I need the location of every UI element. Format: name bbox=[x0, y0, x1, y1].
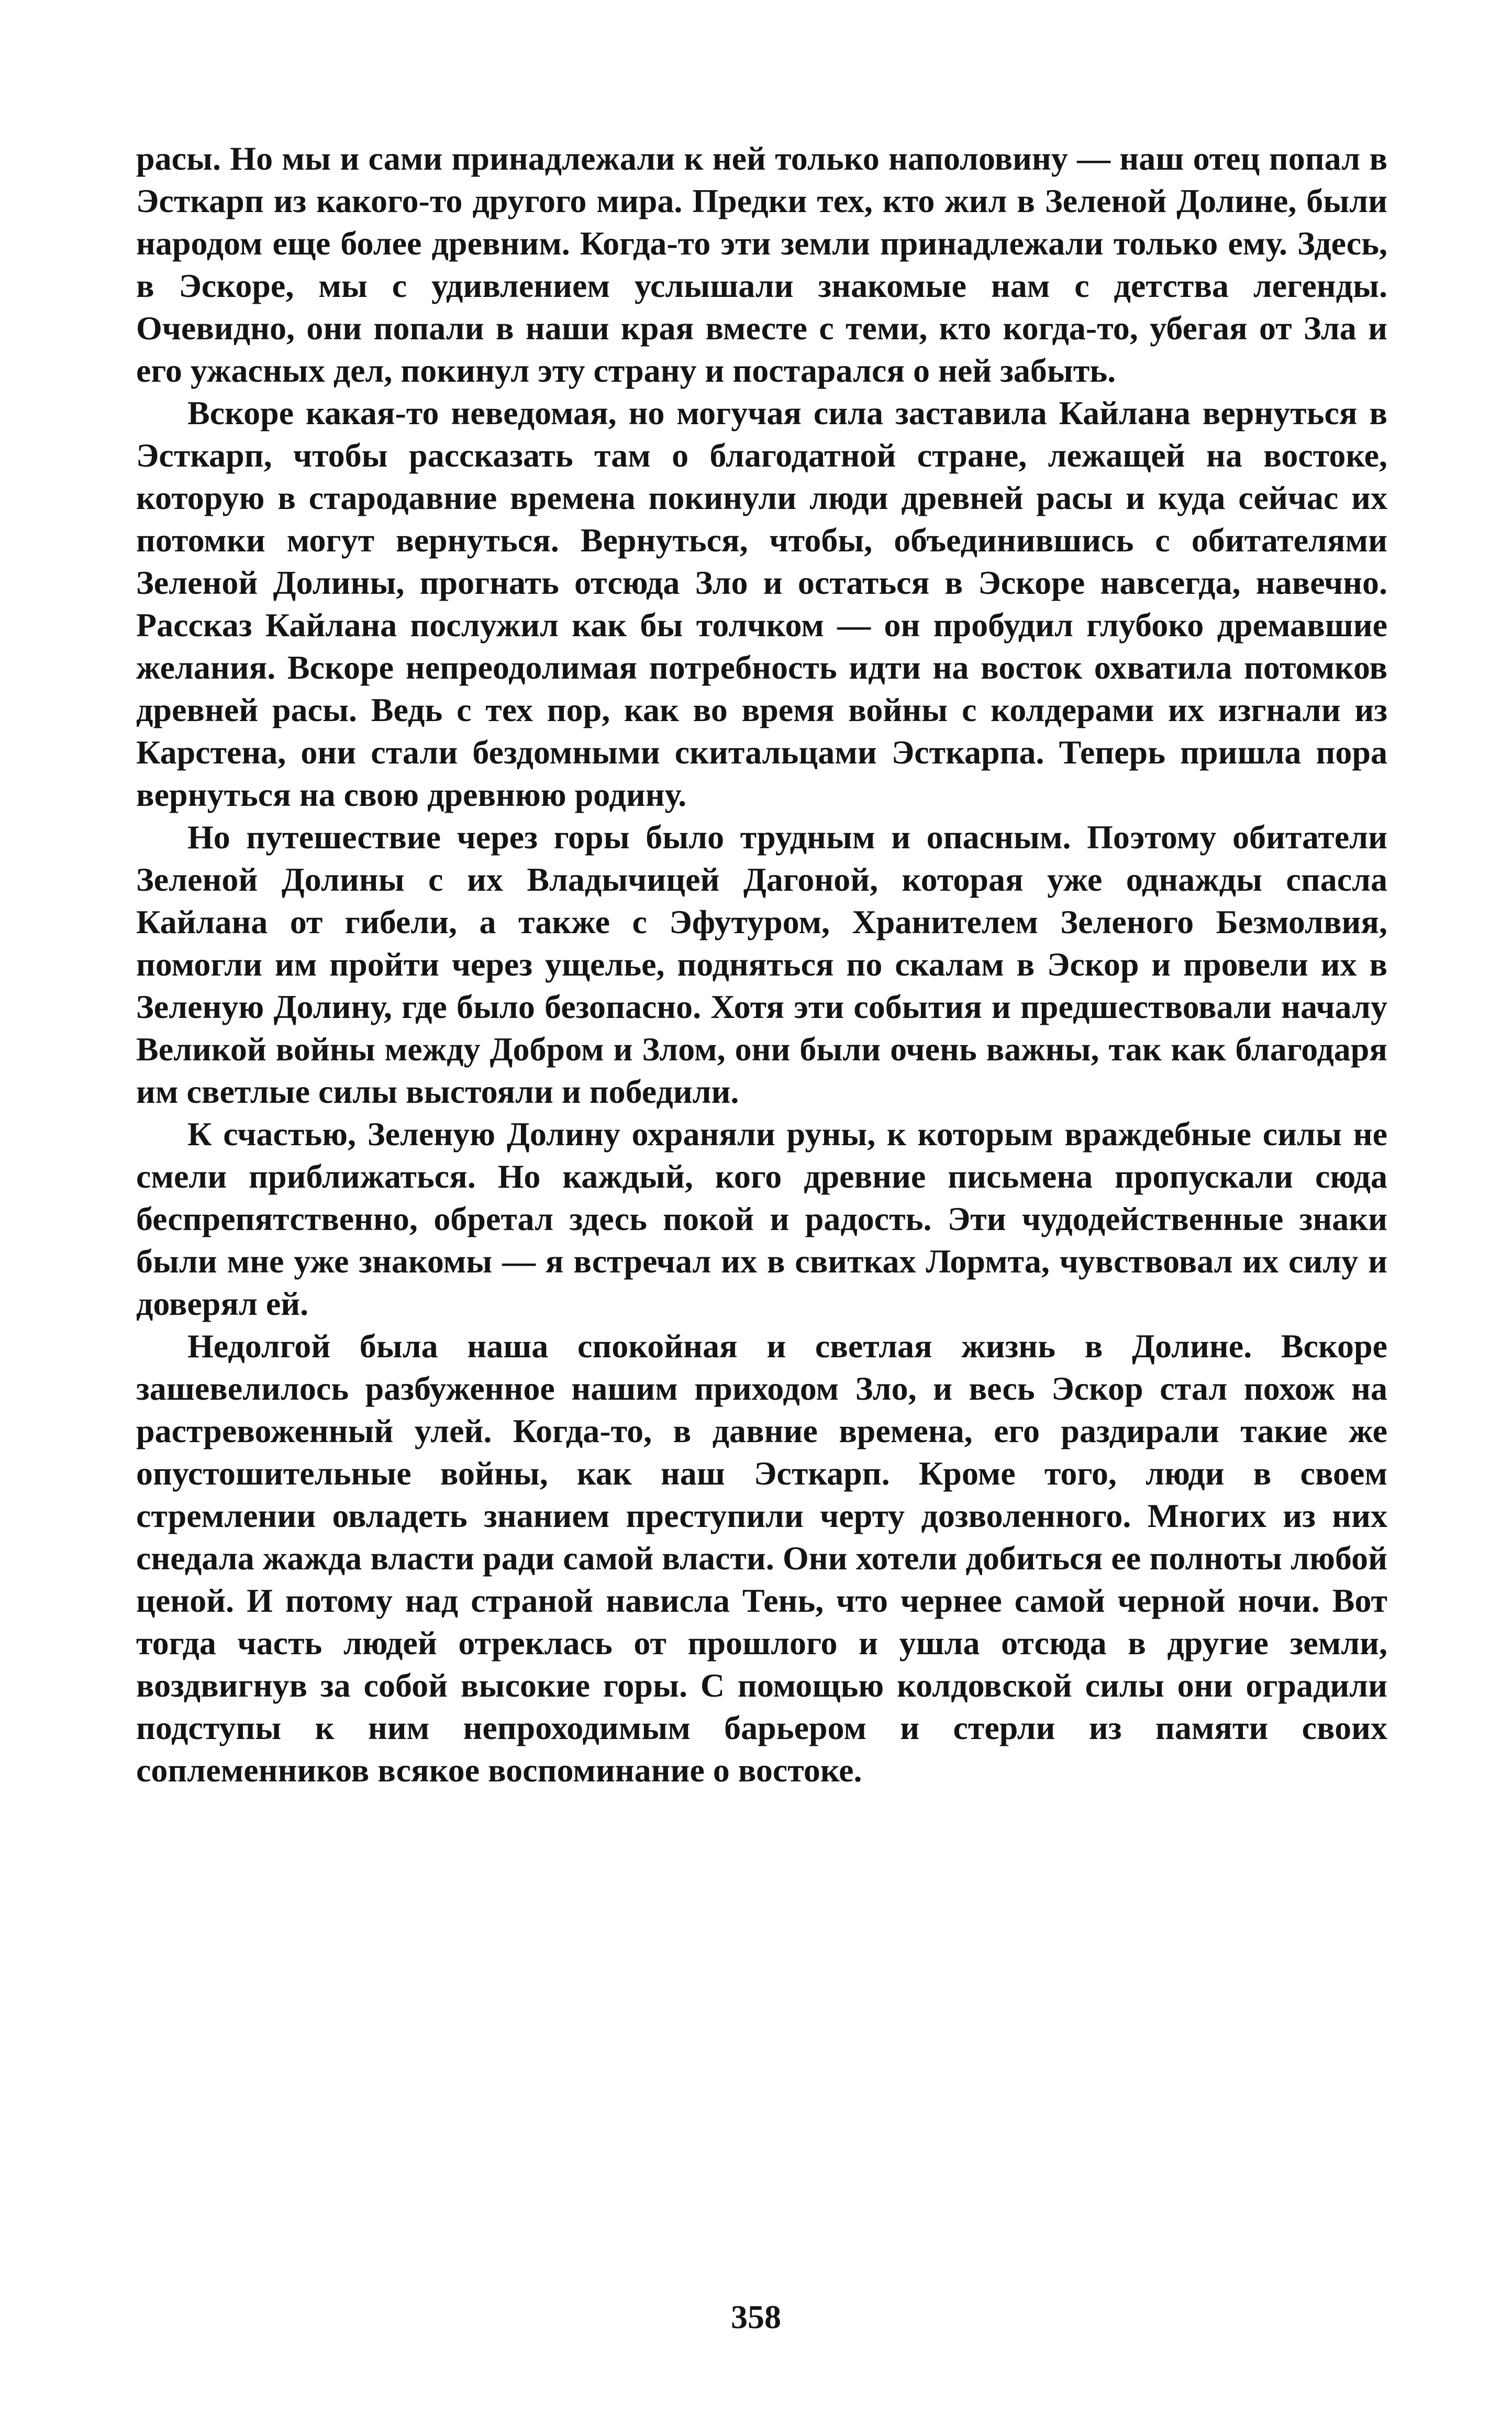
paragraph-1: расы. Но мы и сами принадлежали к ней только наполовину — наш отец попал в Эсткарп из какого-то другого мира. Предки тех, кто жил в Зеленой Долине, были народом еще более древним. Когда-то эти земли принадлежали только ему. Здесь, в Эскоре, мы с удивлением услышали знакомые нам с детства легенды. Очевидно, они попали в наши края вместе с теми, кто когда-то, убегая от Зла и его ужасных дел, покинул эту страну и постарался о ней забыть. bbox=[136, 140, 1387, 389]
paragraph-3: Но путешествие через горы было трудным и опасным. Поэтому обитатели Зеленой Долины с их Владычицей Дагоной, которая уже однажды спасла Кайлана от гибели, а также с Эфутуром, Хранителем Зеленого Безмолвия, помогли им пройти через ущелье, подняться по скалам в Эскор и провели их в Зеленую Долину, где было безопасно. Хотя эти события и предшествовали началу Великой войны между Добром и Злом, они были очень важны, так как благодаря им светлые силы выстояли и победили. bbox=[136, 818, 1387, 1110]
page-number: 358 bbox=[731, 2298, 781, 2335]
paragraph-5: Недолгой была наша спокойная и светлая жизнь в Долине. Вскоре зашевелилось разбуженное нашим приходом Зло, и весь Эскор стал похож на растревоженный улей. Когда-то, в давние времена, его раздирали такие же опустошительные войны, как наш Эсткарп. Кроме того, люди в своем стремлении овладеть знанием преступили черту дозволенного. Многих из них снедала жажда власти ради самой власти. Они хотели добиться ее полноты любой ценой. И потому над страной нависла Тень, что чернее самой черной ночи. Вот тогда часть людей отреклась от прошлого и ушла отсюда в другие земли, воздвигнув за собой высокие горы. С помощью колдовской силы они оградили подступы к ним непроходимым барьером и стерли из памяти своих соплеменников всякое воспоминание о востоке. bbox=[136, 1327, 1387, 1789]
paragraph-2: Вскоре какая-то неведомая, но могучая сила заставила Кайлана вернуться в Эсткарп, чтобы рассказать там о благодатной стране, лежащей на востоке, которую в стародавние времена покинули люди древней расы и куда сейчас их потомки могут вернуться. Вернуться, чтобы, объединившись с обитателями Зеленой Долины, прогнать отсюда Зло и остаться в Эскоре навсегда, навечно. Рассказ Кайлана послужил как бы толчком — он пробудил глубоко дремавшие желания. Вскоре непреодолимая потребность идти на восток охватила потомков древней расы. Ведь с тех пор, как во время войны с колдерами их изгнали из Карстена, они стали бездомными скитальцами Эсткарпа. Теперь пришла пора вернуться на свою древнюю родину. bbox=[136, 394, 1387, 813]
body-text bbox=[136, 137, 1387, 1791]
paragraph-4: К счастью, Зеленую Долину охраняли руны, к которым враждебные силы не смели приближаться. Но каждый, кого древние письмена пропускали сюда беспрепятственно, обретал здесь покой и радость. Эти чудодейственные знаки были мне уже знакомы — я встречал их в свитках Лормта, чувствовал их силу и доверял ей. bbox=[136, 1115, 1387, 1322]
